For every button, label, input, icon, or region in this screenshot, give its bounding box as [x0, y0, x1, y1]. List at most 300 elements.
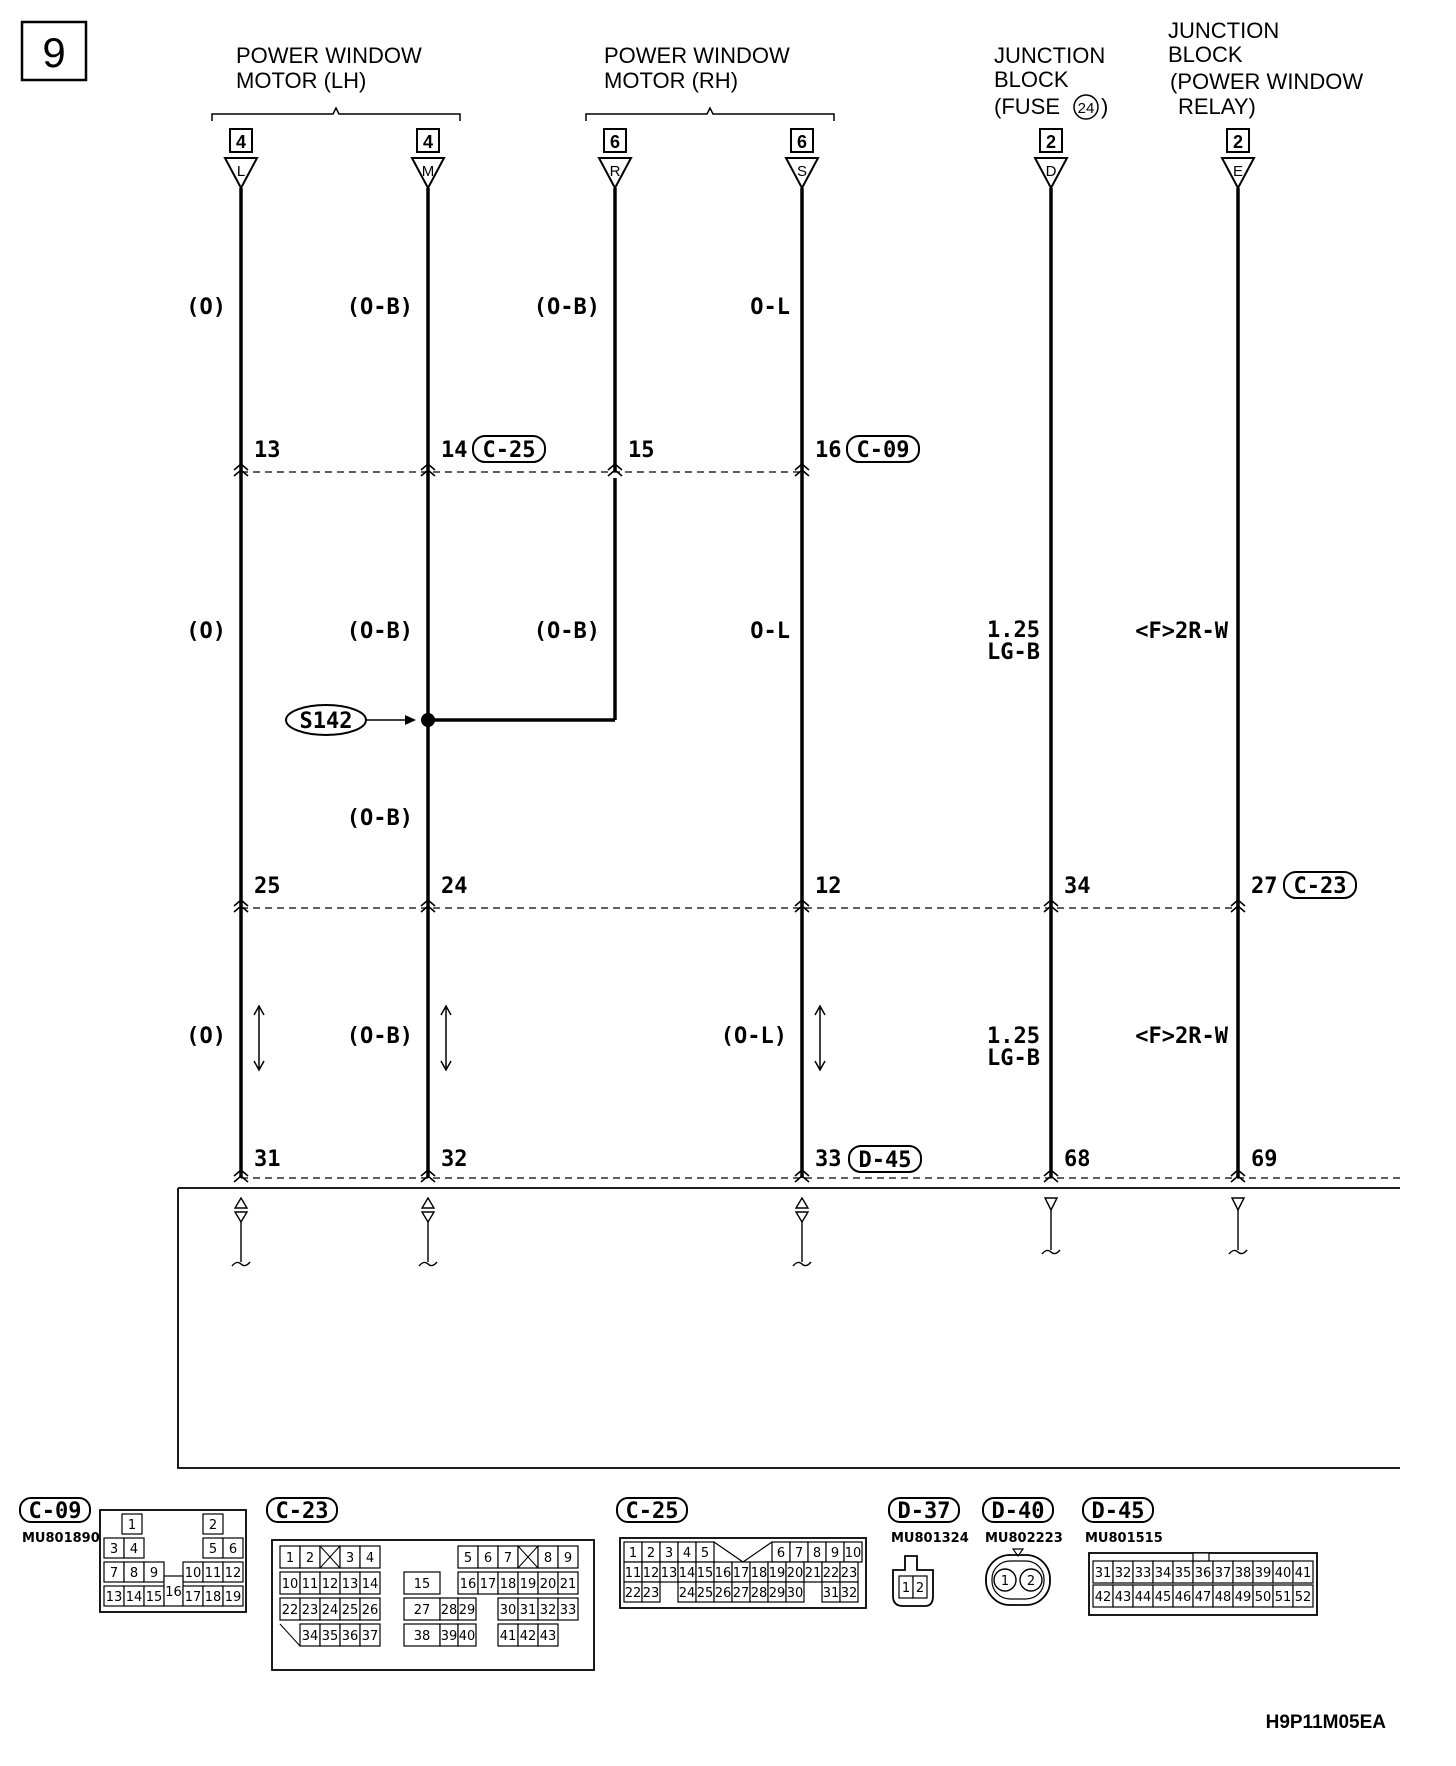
svg-text:38: 38	[1234, 1566, 1252, 1581]
connector-pin	[1173, 1561, 1193, 1583]
header-motor-rh	[604, 43, 790, 93]
connector-pin	[558, 1598, 578, 1620]
svg-text:8: 8	[812, 1546, 822, 1561]
connector-pin	[768, 1582, 786, 1602]
top-connector-letter: R	[609, 163, 621, 180]
svg-text:4: 4	[365, 1551, 375, 1566]
cv-d45-label: D-45	[1091, 1499, 1145, 1524]
connector-pin	[538, 1624, 558, 1646]
svg-text:26: 26	[714, 1586, 732, 1601]
top-connector-letter: M	[421, 163, 435, 180]
connector-pin	[498, 1624, 518, 1646]
connector-pin	[124, 1586, 144, 1606]
svg-text:16: 16	[714, 1566, 732, 1581]
svg-text:33: 33	[1134, 1566, 1152, 1581]
cv-d37-part: MU801324	[891, 1531, 969, 1546]
bottom-pin-31: 31	[254, 1147, 281, 1172]
connector-pin	[678, 1562, 696, 1582]
svg-text:1: 1	[127, 1518, 137, 1533]
connector-pin	[458, 1624, 476, 1646]
connector-pin	[1173, 1585, 1193, 1607]
svg-text:34: 34	[301, 1629, 319, 1644]
svg-text:37: 37	[1214, 1566, 1232, 1581]
svg-text:19: 19	[768, 1566, 786, 1581]
j1-pin-16: 16	[815, 438, 842, 463]
direction-arrow-icon	[441, 1006, 451, 1070]
svg-text:16: 16	[165, 1585, 182, 1600]
connector-pin	[772, 1542, 790, 1562]
connector-pin	[518, 1624, 538, 1646]
j1-connector-c25	[473, 436, 545, 463]
svg-text:2: 2	[1026, 1574, 1036, 1589]
svg-text:2: 2	[646, 1546, 656, 1561]
svg-text:7: 7	[794, 1546, 804, 1561]
connector-pin	[340, 1546, 360, 1568]
svg-text:7: 7	[503, 1551, 513, 1566]
svg-text:24: 24	[321, 1603, 339, 1618]
j1-pin-15: 15	[628, 438, 655, 463]
j2-pin-34: 34	[1064, 874, 1091, 899]
svg-text:22: 22	[281, 1603, 299, 1618]
connector-pin	[822, 1582, 840, 1602]
svg-text:31: 31	[822, 1586, 840, 1601]
connector-pin	[104, 1562, 124, 1582]
svg-text:21: 21	[804, 1566, 822, 1581]
svg-text:20: 20	[539, 1577, 557, 1592]
connector-pin	[1213, 1585, 1233, 1607]
connector-pin	[642, 1562, 660, 1582]
connector-pin	[458, 1572, 478, 1594]
svg-text:18: 18	[750, 1566, 768, 1581]
svg-text:38: 38	[413, 1629, 431, 1644]
junction-fuse-line2: BLOCK	[994, 67, 1069, 92]
junction-fuse-close: )	[1101, 94, 1109, 119]
connector-pin	[478, 1572, 498, 1594]
connector-pin	[300, 1546, 320, 1568]
connector-pin	[558, 1546, 578, 1568]
connector-pin	[732, 1582, 750, 1602]
connector-pin	[804, 1562, 822, 1582]
color-r1-lh2: (O-B)	[346, 295, 413, 320]
connector-pin	[714, 1582, 732, 1602]
svg-text:12: 12	[642, 1566, 660, 1581]
svg-text:4: 4	[682, 1546, 692, 1561]
j1-connector-c09	[847, 436, 919, 463]
svg-text:46: 46	[1174, 1590, 1192, 1605]
connector-pin	[360, 1572, 380, 1594]
svg-text:13: 13	[105, 1590, 123, 1605]
j2-pin-27: 27	[1251, 874, 1278, 899]
svg-text:14: 14	[678, 1566, 696, 1581]
svg-text:36: 36	[1194, 1566, 1212, 1581]
color-r3-rh2: (O-L)	[720, 1024, 787, 1049]
connector-pin	[1293, 1561, 1313, 1583]
header-motor-lh	[236, 43, 422, 93]
svg-text:30: 30	[499, 1603, 517, 1618]
top-connector-num: 6	[796, 132, 808, 152]
connector-pin	[223, 1538, 243, 1558]
connector-pin	[822, 1562, 840, 1582]
d37-pinout	[899, 1576, 927, 1598]
top-connector-d	[1035, 129, 1067, 188]
fuse-number: 24	[1077, 100, 1095, 117]
svg-text:17: 17	[479, 1577, 497, 1592]
cv-c23-label: C-23	[275, 1499, 329, 1524]
top-connector-num: 4	[422, 132, 434, 152]
svg-text:10: 10	[184, 1566, 202, 1581]
motor-rh-line2: MOTOR (RH)	[604, 68, 739, 93]
connector-pin	[300, 1624, 320, 1646]
svg-text:1: 1	[285, 1551, 295, 1566]
connector-pin	[518, 1572, 538, 1594]
connector-pin	[164, 1576, 183, 1606]
splice-dot	[421, 713, 435, 727]
connector-pin	[498, 1572, 518, 1594]
blank-pin-x	[320, 1546, 340, 1568]
connector-pin	[144, 1562, 164, 1582]
cv-c25	[617, 1498, 687, 1524]
connector-pin	[320, 1624, 340, 1646]
splice-label-group	[286, 705, 416, 735]
connector-pin	[1133, 1561, 1153, 1583]
svg-text:27: 27	[732, 1586, 750, 1601]
cv-d45-part: MU801515	[1085, 1531, 1163, 1546]
svg-text:6: 6	[483, 1551, 493, 1566]
connector-pin	[183, 1586, 203, 1606]
brace-motor-lh	[212, 108, 460, 121]
svg-text:23: 23	[301, 1603, 319, 1618]
svg-text:3: 3	[109, 1542, 119, 1557]
connector-pin	[750, 1582, 768, 1602]
svg-text:18: 18	[499, 1577, 517, 1592]
svg-text:3: 3	[345, 1551, 355, 1566]
connector-pin	[340, 1598, 360, 1620]
connector-pin	[1273, 1585, 1293, 1607]
direction-arrow-icon	[254, 1006, 264, 1070]
figure-code: H9P11M05EA	[1265, 1712, 1386, 1733]
top-connector-letter: L	[236, 163, 246, 180]
connector-pin	[280, 1546, 300, 1568]
color-r1-rh2: O-L	[750, 295, 790, 320]
color-r3-relay: <F>2R-W	[1135, 1024, 1228, 1049]
connector-pin	[300, 1598, 320, 1620]
cv-c09-label: C-09	[28, 1499, 82, 1524]
svg-text:10: 10	[844, 1546, 862, 1561]
svg-text:11: 11	[204, 1566, 222, 1581]
connector-pin	[104, 1586, 124, 1606]
svg-text:19: 19	[224, 1590, 242, 1605]
svg-text:49: 49	[1234, 1590, 1252, 1605]
svg-text:32: 32	[840, 1586, 858, 1601]
input-terminal-icon	[1042, 1198, 1060, 1254]
svg-text:15: 15	[413, 1577, 431, 1592]
connector-pin	[840, 1582, 858, 1602]
connector-pin	[660, 1562, 678, 1582]
junction-relay-line2: BLOCK	[1168, 42, 1243, 67]
top-connector-num: 2	[1232, 132, 1244, 152]
connector-pin	[223, 1586, 243, 1606]
connector-pin	[440, 1624, 458, 1646]
j2-connector-c23-label: C-23	[1293, 874, 1347, 899]
svg-text:16: 16	[459, 1577, 477, 1592]
svg-text:1: 1	[901, 1581, 911, 1596]
svg-text:2: 2	[208, 1518, 218, 1533]
svg-text:20: 20	[786, 1566, 804, 1581]
svg-text:32: 32	[1114, 1566, 1132, 1581]
j1-pin-13: 13	[254, 438, 281, 463]
svg-text:17: 17	[732, 1566, 750, 1581]
connector-pin	[994, 1569, 1016, 1591]
j2-pin-24: 24	[441, 874, 468, 899]
svg-text:1: 1	[628, 1546, 638, 1561]
svg-text:10: 10	[281, 1577, 299, 1592]
connector-pin	[538, 1572, 558, 1594]
connector-pin	[478, 1546, 498, 1568]
connector-pin	[786, 1582, 804, 1602]
connector-pin	[786, 1562, 804, 1582]
connector-pin	[404, 1624, 440, 1646]
connector-pin	[122, 1514, 142, 1534]
connector-pin	[360, 1598, 380, 1620]
connector-pin	[696, 1562, 714, 1582]
svg-text:41: 41	[499, 1629, 517, 1644]
svg-text:25: 25	[696, 1586, 714, 1601]
connector-pin	[320, 1598, 340, 1620]
connector-pin	[840, 1562, 858, 1582]
connector-pin	[280, 1598, 300, 1620]
page-number: 9	[42, 29, 66, 76]
svg-text:50: 50	[1254, 1590, 1272, 1605]
svg-text:39: 39	[440, 1629, 458, 1644]
connector-pin	[1153, 1585, 1173, 1607]
svg-text:8: 8	[543, 1551, 553, 1566]
connector-pin	[899, 1576, 913, 1598]
connector-pin	[538, 1546, 558, 1568]
connector-pin	[404, 1572, 440, 1594]
d45-pinout	[1093, 1553, 1313, 1607]
connector-pin	[696, 1582, 714, 1602]
connector-pin	[203, 1586, 223, 1606]
svg-text:9: 9	[149, 1566, 159, 1581]
cv-d40-label: D-40	[991, 1499, 1045, 1524]
junction-relay-line1: JUNCTION	[1168, 18, 1280, 43]
svg-text:41: 41	[1294, 1566, 1312, 1581]
svg-text:35: 35	[321, 1629, 339, 1644]
svg-text:8: 8	[129, 1566, 139, 1581]
connector-pin	[498, 1546, 518, 1568]
svg-text:25: 25	[341, 1603, 359, 1618]
connector-pin	[1233, 1585, 1253, 1607]
svg-text:27: 27	[413, 1603, 431, 1618]
svg-text:43: 43	[1114, 1590, 1132, 1605]
svg-text:17: 17	[184, 1590, 202, 1605]
color-r2-rh2: O-L	[750, 619, 790, 644]
color-r1-lh1: (O)	[186, 295, 226, 320]
connector-pin	[1093, 1561, 1113, 1583]
splice-arrow-head	[405, 715, 416, 725]
connector-pin	[498, 1598, 518, 1620]
header-junction-relay	[1168, 18, 1363, 119]
bottom-connector-d45	[849, 1146, 921, 1173]
svg-text:5: 5	[700, 1546, 710, 1561]
connector-pin	[360, 1624, 380, 1646]
connector-pin	[203, 1562, 223, 1582]
cv-d37	[889, 1498, 969, 1546]
d45-key	[1193, 1553, 1209, 1561]
connector-pin	[826, 1542, 844, 1562]
color-below-splice: (O-B)	[346, 806, 413, 831]
bidirectional-terminal-icon	[232, 1198, 250, 1266]
cv-d37-label: D-37	[897, 1499, 951, 1524]
connector-pin	[1133, 1585, 1153, 1607]
color-r2-lh1: (O)	[186, 619, 226, 644]
svg-text:40: 40	[458, 1629, 476, 1644]
bottom-pin-32: 32	[441, 1147, 468, 1172]
svg-text:33: 33	[559, 1603, 577, 1618]
connector-pin	[518, 1598, 538, 1620]
connector-pin	[624, 1562, 642, 1582]
connector-pin	[124, 1562, 144, 1582]
svg-text:7: 7	[109, 1566, 119, 1581]
top-connector-num: 4	[235, 132, 247, 152]
connector-pin	[1253, 1561, 1273, 1583]
color-r2-lh2: (O-B)	[346, 619, 413, 644]
connector-pin	[913, 1576, 927, 1598]
connector-pin	[144, 1586, 164, 1606]
cv-c25-label: C-25	[625, 1499, 679, 1524]
connector-pin	[183, 1562, 203, 1582]
svg-text:42: 42	[1094, 1590, 1112, 1605]
svg-text:52: 52	[1294, 1590, 1312, 1605]
junction-relay-line3: (POWER WINDOW	[1170, 69, 1364, 94]
svg-text:28: 28	[440, 1603, 458, 1618]
connector-pin	[340, 1572, 360, 1594]
bottom-terminals	[232, 1198, 1247, 1266]
top-connector-e	[1222, 129, 1254, 188]
color-r2-relay: <F>2R-W	[1135, 619, 1228, 644]
svg-text:11: 11	[624, 1566, 642, 1581]
connector-pin	[732, 1562, 750, 1582]
blank-pin-x	[518, 1546, 538, 1568]
bidirectional-terminal-icon	[419, 1198, 437, 1266]
bottom-pin-69: 69	[1251, 1147, 1278, 1172]
connector-pin	[320, 1572, 340, 1594]
connector-pin	[1293, 1585, 1313, 1607]
connector-pin	[1113, 1561, 1133, 1583]
color-r2-fuse-size: 1.25	[987, 618, 1040, 643]
connector-pin	[624, 1582, 642, 1602]
header-junction-fuse	[994, 43, 1108, 119]
connector-pin	[340, 1624, 360, 1646]
connector-pin	[360, 1546, 380, 1568]
bottom-pin-68: 68	[1064, 1147, 1091, 1172]
connector-pin	[768, 1562, 786, 1582]
color-r3-fuse-color: LG-B	[987, 1046, 1040, 1071]
connector-pin	[1153, 1561, 1173, 1583]
svg-text:19: 19	[519, 1577, 537, 1592]
connector-pin	[404, 1598, 440, 1620]
connector-pin	[1020, 1569, 1042, 1591]
connector-pin	[558, 1572, 578, 1594]
svg-text:24: 24	[678, 1586, 696, 1601]
svg-text:18: 18	[204, 1590, 222, 1605]
motor-rh-line1: POWER WINDOW	[604, 43, 790, 68]
cv-c23	[267, 1498, 337, 1524]
svg-text:2: 2	[305, 1551, 315, 1566]
svg-text:29: 29	[768, 1586, 786, 1601]
svg-text:12: 12	[321, 1577, 339, 1592]
svg-text:37: 37	[361, 1629, 379, 1644]
svg-text:26: 26	[361, 1603, 379, 1618]
connector-pin	[696, 1542, 714, 1562]
connector-pin	[714, 1562, 732, 1582]
svg-text:36: 36	[341, 1629, 359, 1644]
svg-text:5: 5	[463, 1551, 473, 1566]
connector-pin	[660, 1542, 678, 1562]
connector-pin	[1093, 1585, 1113, 1607]
svg-text:3: 3	[664, 1546, 674, 1561]
connector-views	[20, 1498, 1317, 1670]
connector-pin	[203, 1538, 223, 1558]
cv-d40	[983, 1498, 1063, 1546]
connector-pin	[1273, 1561, 1293, 1583]
connector-pin	[1193, 1561, 1213, 1583]
connector-pin	[124, 1538, 144, 1558]
cv-d45	[1083, 1498, 1163, 1546]
svg-text:6: 6	[776, 1546, 786, 1561]
color-r2-rh1: (O-B)	[533, 619, 600, 644]
color-r2-fuse-color: LG-B	[987, 640, 1040, 665]
svg-text:51: 51	[1274, 1590, 1292, 1605]
connector-pin	[203, 1514, 223, 1534]
svg-text:14: 14	[125, 1590, 143, 1605]
j1-pin-14: 14	[441, 438, 468, 463]
top-connector-num: 6	[609, 132, 621, 152]
connector-pin	[790, 1542, 808, 1562]
svg-text:29: 29	[458, 1603, 476, 1618]
connector-pin	[844, 1542, 862, 1562]
color-r3-lh2: (O-B)	[346, 1024, 413, 1049]
top-connector-letter: E	[1232, 163, 1244, 180]
connector-pin	[808, 1542, 826, 1562]
j2-pin-25: 25	[254, 874, 281, 899]
svg-text:15: 15	[145, 1590, 163, 1605]
svg-text:5: 5	[208, 1542, 218, 1557]
svg-text:4: 4	[129, 1542, 139, 1557]
svg-text:48: 48	[1214, 1590, 1232, 1605]
svg-text:32: 32	[539, 1603, 557, 1618]
next-page-box	[178, 1188, 1400, 1468]
svg-text:9: 9	[563, 1551, 573, 1566]
color-r3-lh1: (O)	[186, 1024, 226, 1049]
connector-pin	[678, 1542, 696, 1562]
svg-text:47: 47	[1194, 1590, 1212, 1605]
junction-fuse-line3: (FUSE	[994, 94, 1060, 119]
svg-text:9: 9	[830, 1546, 840, 1561]
svg-text:13: 13	[341, 1577, 359, 1592]
cv-c09-part: MU801890	[22, 1531, 100, 1546]
connector-pin	[458, 1598, 476, 1620]
cv-c09	[20, 1498, 100, 1546]
connector-pin	[1253, 1585, 1273, 1607]
connector-pin	[1113, 1585, 1133, 1607]
top-connector-letter: D	[1045, 163, 1057, 180]
svg-text:21: 21	[559, 1577, 577, 1592]
svg-text:39: 39	[1254, 1566, 1272, 1581]
bottom-connector-d45-label: D-45	[858, 1148, 912, 1173]
svg-text:6: 6	[228, 1542, 238, 1557]
connector-pin	[1233, 1561, 1253, 1583]
